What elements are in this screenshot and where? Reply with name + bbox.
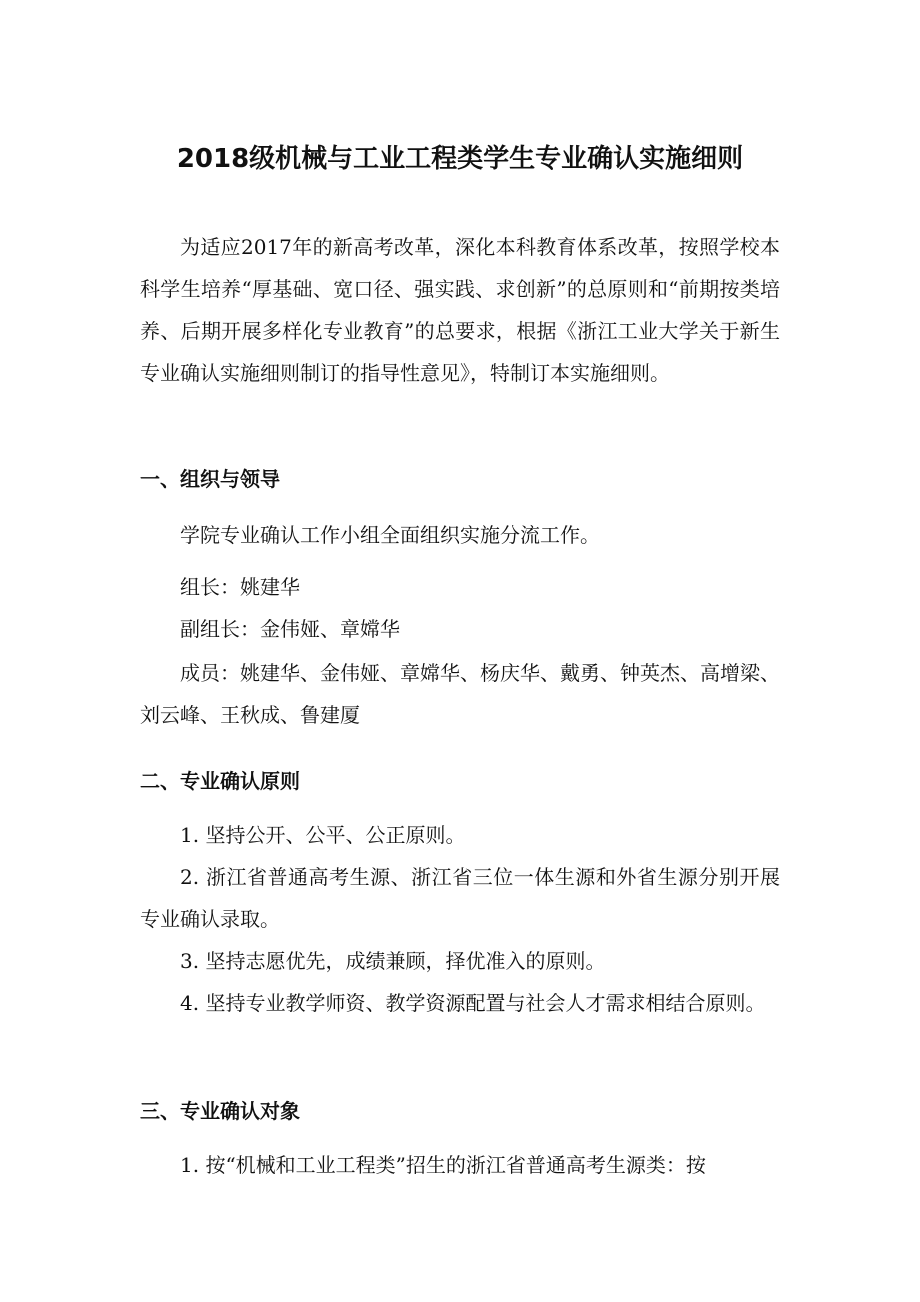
intro-paragraph: 为适应2017年的新高考改革，深化本科教育体系改革，按照学校本科学生培养“厚基础、宽口径、强实践、求创新”的总原则和“前期按类培养、后期开展多样化专业教育”的总要求，根据《浙江工业大学关于新生专业确认实施细则制订的指导性意见》，特制订本实施细则。 (140, 235, 780, 385)
deputy-leader: 副组长：金伟娅、章嫦华 (180, 617, 400, 641)
principle-item: 2. 浙江省普通高考生源、浙江省三位一体生源和外省生源分别开展专业确认录取。 (140, 865, 780, 931)
section-heading-principles: 二、专业确认原则 (140, 769, 300, 793)
organization-text: 学院专业确认工作小组全面组织实施分流工作。 (180, 523, 600, 547)
principle-item: 4. 坚持专业教学师资、教学资源配置与社会人才需求相结合原则。 (180, 991, 766, 1015)
document-title: 2018级机械与工业工程类学生专业确认实施细则 (176, 144, 744, 174)
principle-item: 1. 坚持公开、公平、公正原则。 (180, 823, 466, 847)
target-item: 1. 按“机械和工业工程类”招生的浙江省普通高考生源类：按 (180, 1153, 706, 1177)
group-leader: 组长：姚建华 (180, 575, 300, 599)
group-members: 成员：姚建华、金伟娅、章嫦华、杨庆华、戴勇、钟英杰、高增梁、刘云峰、王秋成、鲁建厦 (140, 661, 780, 727)
section-heading-targets: 三、专业确认对象 (140, 1099, 300, 1123)
section-heading-organization: 一、组织与领导 (140, 467, 280, 491)
principle-item: 3. 坚持志愿优先，成绩兼顾，择优准入的原则。 (180, 949, 606, 973)
